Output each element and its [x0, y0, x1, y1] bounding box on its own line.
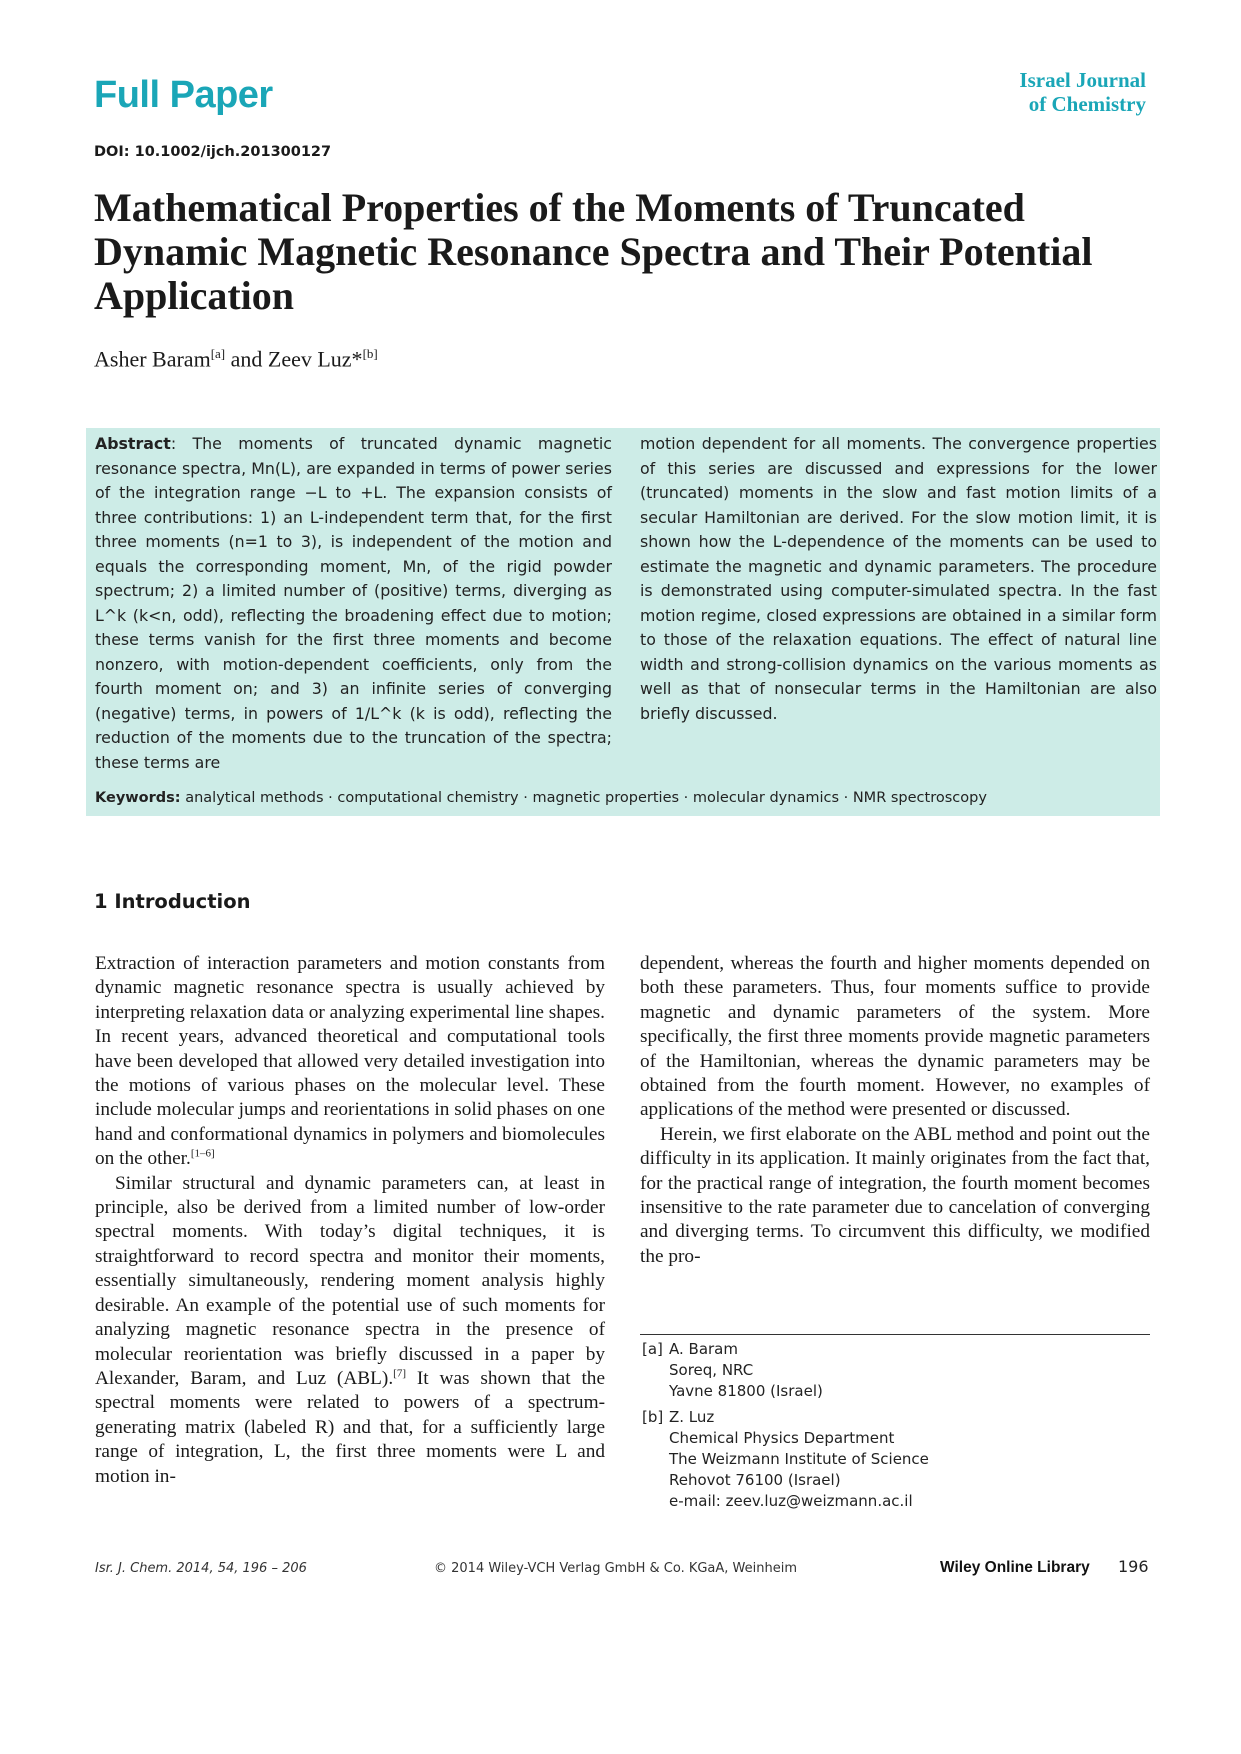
journal-name-line1: Israel Journal: [1019, 68, 1146, 92]
author-baram: Asher Baram: [94, 346, 211, 372]
keywords-list: analytical methods · computational chemistry · magnetic properties · molecular dynamics · NMR spectroscopy: [185, 790, 987, 806]
footer-copyright: © 2014 Wiley-VCH Verlag GmbH & Co. KGaA, Weinheim: [434, 1561, 798, 1576]
footer-citation: Isr. J. Chem. 2014, 54, 196 – 206: [95, 1561, 307, 1576]
footnote-divider: [640, 1334, 1150, 1335]
author-list: [94, 346, 378, 372]
affiliation-mark-a: [a]: [210, 346, 226, 361]
footnote-affiliation-b: [642, 1407, 929, 1512]
paragraph: dependent, whereas the fourth and higher moments depended on both these parameters. Thus, four moments suffice to provide magnetic and dynamic parameters of the system. More specifically, the first three moments provide magnetic parameters of the Hamiltonian, whereas the dynamic parameters may be obtained from the fourth moment. However, no examples of applications of the method were presented or discussed.: [640, 953, 1150, 1121]
footnote-tag: [b]: [642, 1408, 664, 1426]
paragraph: [95, 952, 605, 1172]
footnote-line: Rehovot 76100 (Israel): [669, 1471, 841, 1489]
journal-name: [1019, 68, 1146, 116]
footnote-line: Chemical Physics Department: [669, 1429, 895, 1447]
keywords-label: Keywords:: [95, 790, 181, 806]
abstract-label: Abstract: [95, 434, 171, 453]
abstract-text-right: motion dependent for all moments. The convergence properties of this series are discussed and expressions for the lower (truncated) moments in the slow and fast motion limits of a secular Hamiltonian are derived. For the slow motion limit, it is shown how the L-dependence of the moments can be used to estimate the magnetic and dynamic parameters. The procedure is demonstrated using computer-simulated spectra. In the fast motion regime, closed expressions are obtained in a similar form to those of the relaxation equations. The effect of natural line width and strong-collision dynamics on the various moments as well as that of nonsecular terms in the Hamiltonian are also briefly discussed.: [640, 434, 1157, 723]
paragraph-text: It was shown that the spectral moments were related to powers of a spectrum-generating matrix (labeled R) and that, for a sufficiently large range of integration, L, the first three moments were L and motion in-: [95, 1367, 605, 1487]
footer-library-logo: Wiley Online Library: [940, 1559, 1090, 1576]
paragraph-text: Extraction of interaction parameters and motion constants from dynamic magnetic resonance spectra is usually achieved by interpreting relaxation data or analyzing experimental line shapes. In recent years, advanced theoretical and computational tools have been developed that allowed very detailed investigation into the motions of various phases on the molecular level. These include molecular jumps and reorientations in solid phases on one hand and conformational dynamics in polymers and biomolecules on the other.: [95, 953, 605, 1170]
author-luz: Zeev Luz*: [267, 346, 363, 372]
article-title: Mathematical Properties of the Moments of Truncated Dynamic Magnetic Resonance Spectra and Their Potential Application: [94, 185, 1093, 318]
citation-ref: [1–6]: [190, 1147, 215, 1160]
journal-name-line2: of Chemistry: [1028, 92, 1146, 116]
paragraph: Herein, we first elaborate on the ABL method and point out the difficulty in its application. It mainly originates from the fact that, for the practical range of integration, the fourth moment becomes insensitive to the rate parameter due to cancelation of converging and diverging terms. To circumvent this difficulty, we modified the pro-: [640, 1123, 1150, 1267]
keywords: [95, 790, 1155, 806]
abstract-left-column: [95, 432, 612, 775]
footnote-line: Soreq, NRC: [669, 1361, 754, 1379]
footnote-affiliation-a: [642, 1339, 823, 1402]
contact-email: e-mail: zeev.luz@weizmann.ac.il: [669, 1492, 913, 1510]
footnote-line: Z. Luz: [669, 1408, 715, 1426]
page-number: 196: [1118, 1557, 1149, 1576]
doi: DOI: 10.1002/ijch.201300127: [94, 144, 332, 160]
footnote-line: Yavne 81800 (Israel): [669, 1382, 823, 1400]
footnote-line: A. Baram: [669, 1340, 738, 1358]
section-heading: 1 Introduction: [94, 890, 251, 913]
body-right-column: [640, 952, 1150, 1269]
citation-ref: [7]: [393, 1367, 406, 1380]
abstract-right-column: [640, 432, 1157, 726]
footnote-tag: [a]: [642, 1340, 663, 1358]
paper-type-label: Full Paper: [94, 74, 273, 116]
footnote-line: The Weizmann Institute of Science: [669, 1450, 929, 1468]
abstract-text-left: : The moments of truncated dynamic magnetic resonance spectra, Mn(L), are expanded in terms of power series of the integration range −L to +L. The expansion consists of three contributions: 1) an L-independent term that, for the first three moments (n=1 to 3), is independent of the motion and equals the corresponding moment, Mn, of the rigid powder spectrum; 2) a limited number of (positive) terms, diverging as L^k (k<n, odd), reflecting the broadening effect due to motion; these terms vanish for the first three moments and become nonzero, with motion-dependent coefficients, only from the fourth moment on; and 3) an infinite series of converging (negative) terms, in powers of 1/L^k (k is odd), reflecting the reduction of the moments due to the truncation of the spectra; these terms are: [95, 434, 612, 772]
affiliation-mark-b: [b]: [362, 346, 378, 361]
paragraph-text: Similar structural and dynamic parameters can, at least in principle, also be derived from a limited number of low-order spectral moments. With today’s digital techniques, it is straightforward to record spectra and monitor their moments, essentially simultaneously, rendering moment analysis highly desirable. An example of the potential use of such moments for analyzing magnetic resonance spectra in the presence of molecular reorientation was briefly discussed in a paper by Alexander, Baram, and Luz (ABL).: [95, 1172, 605, 1389]
author-joiner: and: [225, 346, 268, 372]
paragraph: [95, 1172, 605, 1489]
body-left-column: [95, 952, 605, 1489]
